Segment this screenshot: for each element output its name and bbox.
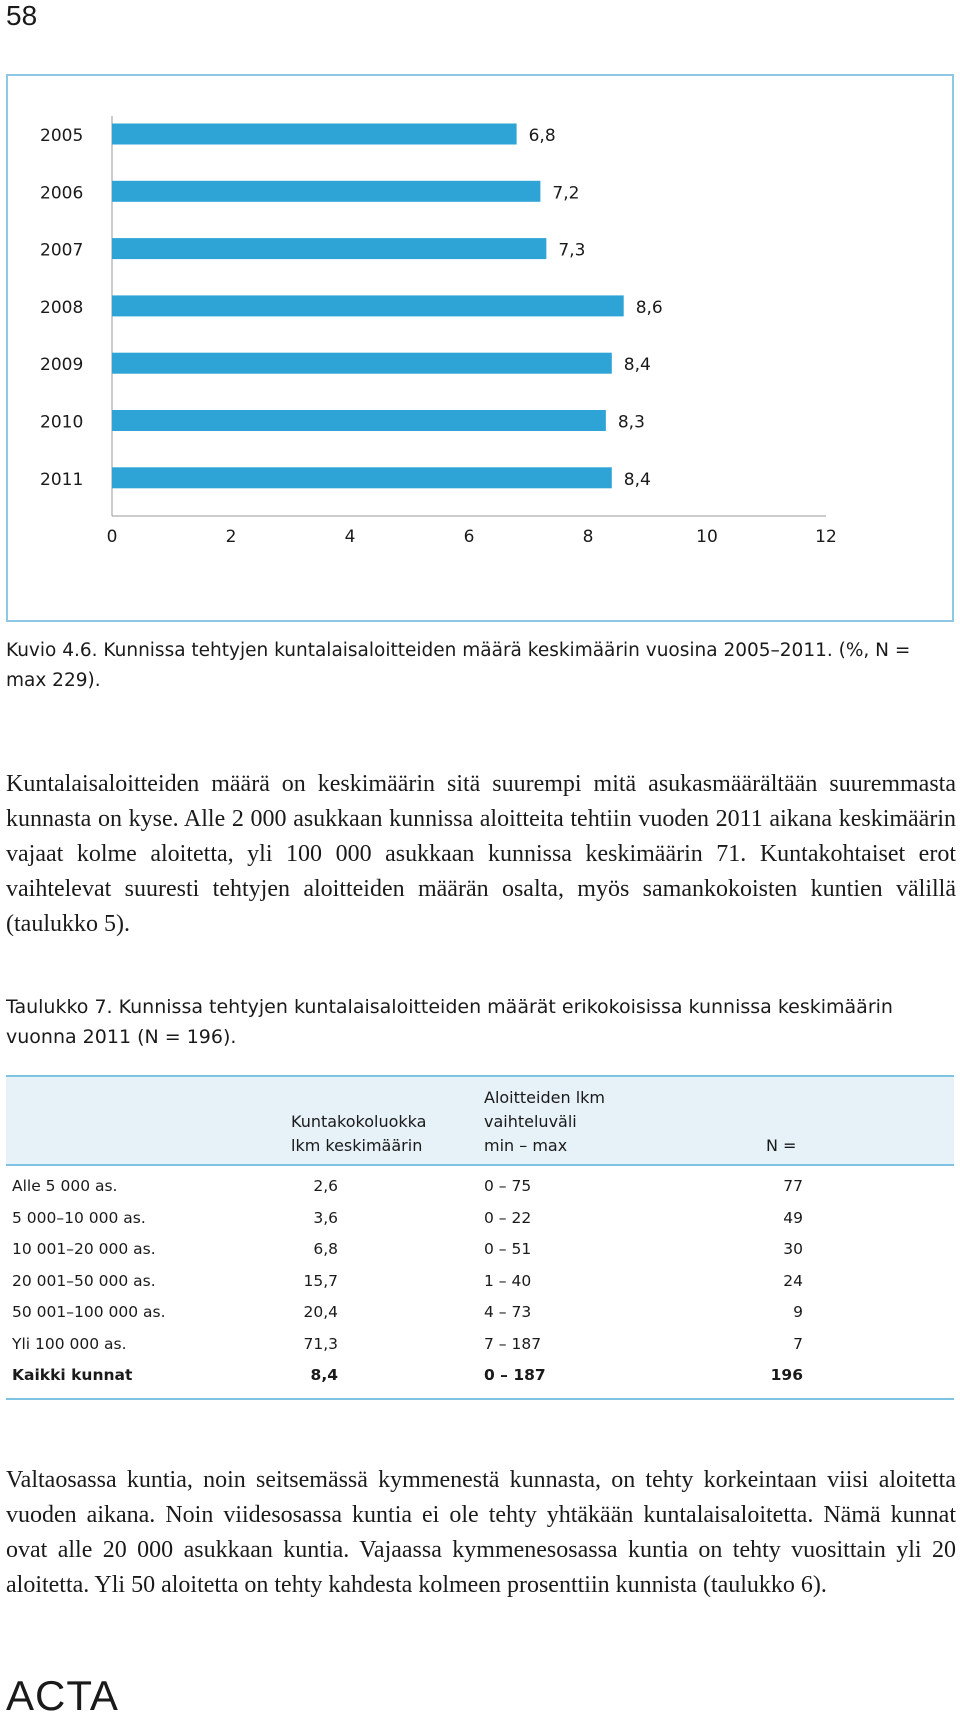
table-title: Taulukko 7. Kunnissa tehtyjen kuntalaisaloitteiden määrät erikokoisissa kunnissa keskimäärin vuonna 2011 (N = 196). bbox=[6, 996, 893, 1048]
header-range bbox=[484, 1086, 684, 1158]
row-label: Yli 100 000 as. bbox=[12, 1334, 127, 1353]
table-bottom-rule bbox=[6, 1398, 954, 1400]
header-size-line2: lkm keskimäärin bbox=[291, 1136, 423, 1155]
row-label: 5 000–10 000 as. bbox=[12, 1208, 146, 1227]
figure-caption: Kuvio 4.6. Kunnissa tehtyjen kuntalaisaloitteiden määrä keskimäärin vuosina 2005–2011. (%, N = max 229). bbox=[6, 640, 911, 691]
x-tick-label: 0 bbox=[106, 527, 118, 547]
figure-frame bbox=[6, 74, 954, 622]
value-label: 7,2 bbox=[552, 183, 580, 204]
row-average: 3,6 bbox=[313, 1208, 338, 1227]
table-row bbox=[6, 1329, 954, 1361]
row-label: 50 001–100 000 as. bbox=[12, 1303, 166, 1321]
paragraph-intro: Kuntalaisaloitteiden määrä on keskimäärin sitä suurempi mitä asukasmäärältään suuremmasta kunnasta on kyse. Alle 2 000 asukkaan kunnissa aloitteita tehtiin vuoden 2011 aikana keskimäärin vajaat kolme aloitetta, yli 100 000 asukkaan kunnissa keskimäärin 71. Kuntakohtaiset erot vaihtelevat suuresti tehtyjen aloitteiden määrän osalta, myös samankokoisten kuntien välillä (taulukko 5). bbox=[6, 771, 956, 937]
row-n: 24 bbox=[783, 1271, 803, 1290]
category-label: 2005 bbox=[40, 126, 84, 146]
paragraph-summary: Valtaosassa kuntia, noin seitsemässä kymmenestä kunnasta, on tehty korkeintaan viisi aloitetta vuoden aikana. Noin viidesosassa kuntia ei ole tehty yhtäkään kuntalaisaloitetta. Nämä kunnat ovat alle 20 000 asukkaan kuntia. Vajaassa kymmenesosassa kuntia on tehty vuosittain yli 20 aloitetta. Yli 50 aloitetta on tehty kahdesta kolmeen prosenttiin kunnista (taulukko 6). bbox=[6, 1467, 956, 1598]
row-average: 6,8 bbox=[313, 1240, 338, 1258]
x-tick-label: 4 bbox=[344, 527, 356, 547]
row-label: 20 001–50 000 as. bbox=[12, 1271, 156, 1290]
row-average: 2,6 bbox=[313, 1177, 338, 1195]
x-tick-label: 2 bbox=[225, 527, 237, 547]
bar bbox=[112, 295, 624, 316]
value-label: 8,4 bbox=[623, 469, 651, 490]
table-header bbox=[6, 1075, 954, 1166]
total-label: Kaikki kunnat bbox=[12, 1366, 133, 1384]
row-label: Alle 5 000 as. bbox=[12, 1177, 118, 1195]
table-body bbox=[6, 1171, 954, 1392]
header-range-line2: vaihteluväli bbox=[484, 1112, 577, 1131]
bar bbox=[112, 410, 606, 431]
row-n: 77 bbox=[783, 1177, 803, 1195]
table-total-row bbox=[6, 1360, 954, 1392]
category-label: 2010 bbox=[40, 412, 84, 433]
category-label: 2009 bbox=[40, 355, 84, 376]
row-range: 0 – 51 bbox=[484, 1240, 532, 1258]
x-tick-label: 12 bbox=[815, 527, 837, 547]
table-row bbox=[6, 1297, 954, 1329]
bar bbox=[112, 467, 612, 488]
row-label: 10 001–20 000 as. bbox=[12, 1240, 156, 1258]
row-average: 20,4 bbox=[303, 1303, 338, 1321]
value-label: 8,4 bbox=[623, 355, 651, 376]
table-row bbox=[6, 1203, 954, 1235]
row-average: 15,7 bbox=[303, 1271, 338, 1290]
row-range: 4 – 73 bbox=[484, 1303, 532, 1321]
table-row bbox=[6, 1266, 954, 1298]
header-range-line3: min – max bbox=[484, 1136, 568, 1155]
bar bbox=[112, 353, 612, 374]
table-row bbox=[6, 1234, 954, 1266]
x-tick-label: 6 bbox=[463, 527, 475, 547]
category-label: 2008 bbox=[40, 297, 84, 318]
header-range-line1: Aloitteiden lkm bbox=[484, 1088, 605, 1107]
data-table bbox=[6, 1075, 954, 1400]
total-n: 196 bbox=[770, 1366, 803, 1384]
value-label: 6,8 bbox=[528, 126, 556, 146]
row-n: 7 bbox=[793, 1334, 803, 1353]
row-n: 49 bbox=[783, 1208, 803, 1227]
header-size-line1: Kuntakokoluokka bbox=[291, 1112, 427, 1131]
bar bbox=[112, 124, 517, 145]
category-label: 2006 bbox=[40, 183, 84, 204]
value-label: 8,6 bbox=[635, 297, 663, 318]
row-average: 71,3 bbox=[303, 1334, 338, 1353]
bar bbox=[112, 238, 546, 259]
row-range: 0 – 75 bbox=[484, 1177, 532, 1195]
row-n: 30 bbox=[783, 1240, 803, 1258]
bar bbox=[112, 181, 540, 202]
category-label: 2007 bbox=[40, 240, 84, 261]
category-label: 2011 bbox=[40, 469, 84, 490]
publisher-brand: ACTA bbox=[6, 1672, 119, 1719]
row-range: 1 – 40 bbox=[484, 1271, 532, 1290]
row-range: 0 – 22 bbox=[484, 1208, 532, 1227]
header-size-class bbox=[291, 1110, 431, 1158]
row-range: 7 – 187 bbox=[484, 1334, 542, 1353]
bar-chart bbox=[8, 76, 952, 620]
x-tick-label: 10 bbox=[696, 527, 718, 547]
value-label: 7,3 bbox=[558, 240, 586, 261]
x-tick-label: 8 bbox=[582, 527, 594, 547]
table-row bbox=[6, 1171, 954, 1203]
page-number: 58 bbox=[6, 0, 38, 31]
value-label: 8,3 bbox=[617, 412, 645, 433]
total-range: 0 – 187 bbox=[484, 1366, 546, 1384]
header-n: N = bbox=[766, 1136, 797, 1155]
row-n: 9 bbox=[793, 1303, 803, 1321]
total-average: 8,4 bbox=[310, 1366, 338, 1384]
